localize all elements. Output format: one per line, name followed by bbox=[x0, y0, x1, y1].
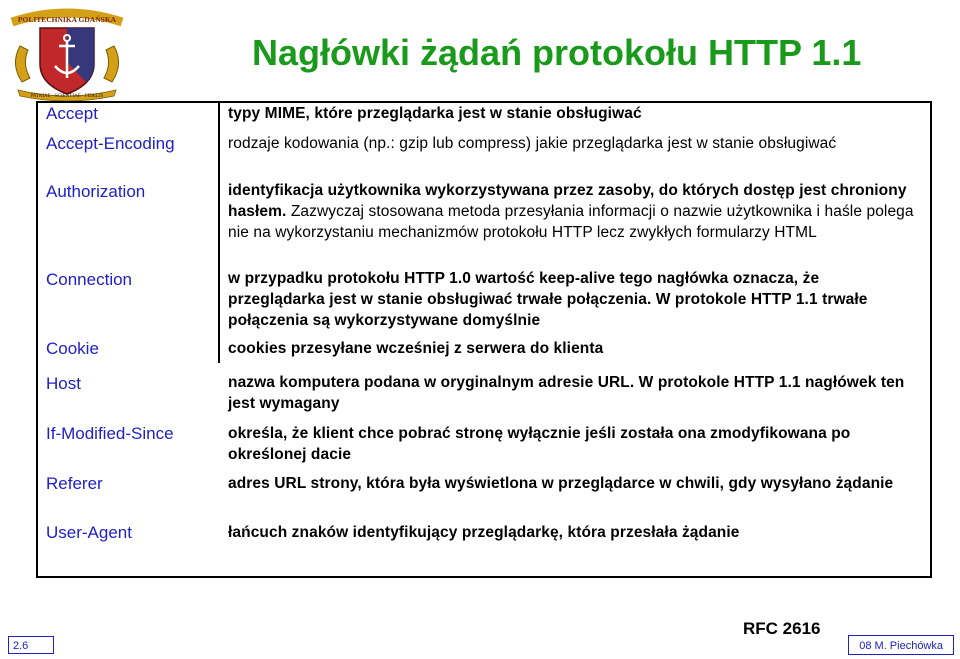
authorization-desc-normal: Zazwyczaj stosowana metoda przesyłania informacji o nazwie użytkownika i haśle polega nie na wykorzystaniu mechanizmów protokołu HTTP lecz zwykłych formularzy HTML bbox=[228, 203, 914, 241]
header-desc-host: nazwa komputera podana w oryginalnym adresie URL. W protokole HTTP 1.1 nagłówek ten jest wymagany bbox=[228, 374, 905, 412]
logo-motto: PATRIAE · SCIENTIAE · FIDELIS bbox=[30, 94, 104, 99]
authorization-desc-bold: identyfikacja użytkownika wykorzystywana przez zasoby, do których dostęp jest chroniony hasłem. bbox=[228, 182, 907, 220]
header-name-authorization: Authorization bbox=[46, 182, 146, 201]
header-name-cookie: Cookie bbox=[46, 339, 99, 358]
logo-top-text: POLITECHNIKA GDAŃSKA bbox=[17, 15, 117, 24]
column-divider bbox=[218, 101, 220, 363]
header-name-accept: Accept bbox=[46, 104, 98, 123]
header-name-user-agent: User-Agent bbox=[46, 523, 132, 542]
header-name-connection: Connection bbox=[46, 270, 133, 289]
header-desc-user-agent: łańcuch znaków identyfikujący przeglądarkę, która przesłała żądanie bbox=[228, 524, 740, 541]
slide-title: Nagłówki żądań protokołu HTTP 1.1 bbox=[252, 32, 862, 73]
header-desc-if-modified-since: określa, że klient chce pobrać stronę wyłącznie jeśli została ona zmodyfikowana po określonej dacie bbox=[228, 425, 851, 463]
header-desc-referer: adres URL strony, która była wyświetlona w przeglądarce w chwili, gdy wysyłano żądanie bbox=[228, 475, 894, 492]
header-desc-connection: w przypadku protokołu HTTP 1.0 wartość keep-alive tego nagłówka oznacza, że przeglądarka jest w stanie obsługiwać trwałe połączenia. W protokole HTTP 1.1 trwałe połączenia są wykorzystywane domyślnie bbox=[228, 270, 868, 329]
header-desc-accept-encoding: rodzaje kodowania (np.: gzip lub compress) jakie przeglądarka jest w stanie obsługiwać bbox=[228, 135, 837, 152]
header-name-host: Host bbox=[46, 374, 81, 393]
header-name-accept-encoding: Accept-Encoding bbox=[46, 134, 175, 153]
header-desc-accept: typy MIME, które przeglądarka jest w stanie obsługiwać bbox=[228, 105, 642, 122]
header-name-if-modified-since: If-Modified-Since bbox=[46, 424, 174, 443]
university-logo bbox=[6, 6, 128, 102]
header-desc-authorization bbox=[228, 180, 918, 243]
author-label: 08 M. Piechówka bbox=[848, 635, 954, 655]
slide-number: 2.6 bbox=[8, 636, 54, 654]
header-desc-cookie: cookies przesyłane wcześniej z serwera do klienta bbox=[228, 340, 604, 357]
header-name-referer: Referer bbox=[46, 474, 103, 493]
rfc-reference: RFC 2616 bbox=[743, 619, 821, 638]
